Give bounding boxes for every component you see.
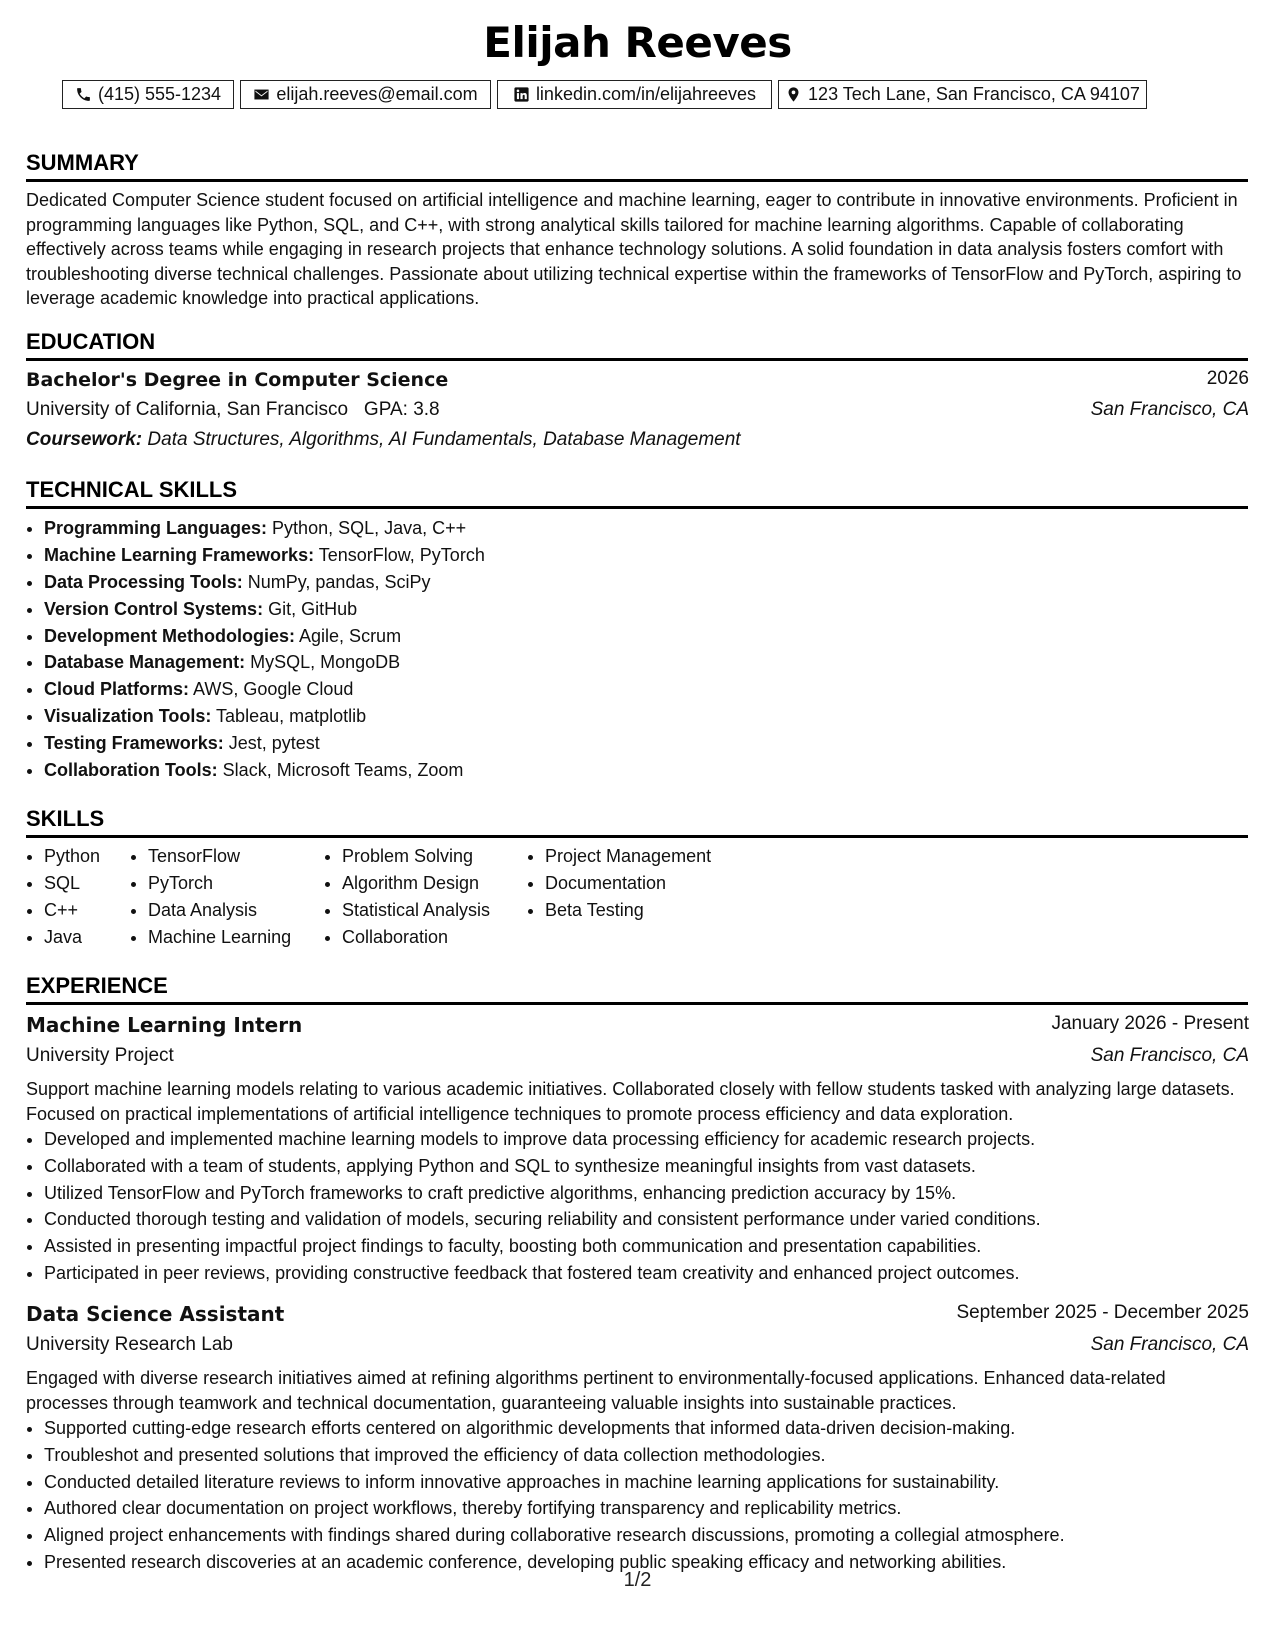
degree-title: Bachelor's Degree in Computer Science xyxy=(26,369,449,391)
job-description: Engaged with diverse research initiatives aimed at refining algorithms pertinent to environmentally-focused applications. Enhanced data-related processes through teamwork and technical documentation, guaranteeing valuable insights into sustainable practices. xyxy=(26,1368,1166,1413)
list-item: • Troubleshot and presented solutions that improved the efficiency of data collection methodologies. xyxy=(44,1442,1065,1469)
list-item: • Java xyxy=(44,924,100,951)
page-number: 1/2 xyxy=(623,1569,652,1591)
list-item: • Presented research discoveries at an academic conference, developing public speaking efficacy and networking abilities. xyxy=(44,1549,1065,1576)
skills-column-3 xyxy=(324,843,490,951)
contact-linkedin-text: linkedin.com/in/elijahreeves xyxy=(535,84,757,104)
contact-email-text: elijah.reeves@email.com xyxy=(276,84,478,104)
contact-phone[interactable] xyxy=(62,80,234,109)
skill-values: AWS, Google Cloud xyxy=(193,679,354,700)
list-item: • Conducted thorough testing and validation of models, securing reliability and consistent performance under varied conditions. xyxy=(44,1206,1041,1233)
skill-category: Version Control Systems: xyxy=(44,598,264,619)
skill-values: MySQL, MongoDB xyxy=(250,652,401,673)
list-item xyxy=(44,649,485,676)
job-dates: September 2025 - December 2025 xyxy=(956,1302,1249,1323)
skill-values: Python, SQL, Java, C++ xyxy=(272,518,467,538)
gpa: GPA: 3.8 xyxy=(363,399,440,420)
list-item: • Data Analysis xyxy=(148,897,291,924)
job-bullets xyxy=(26,1126,1041,1287)
envelope-icon xyxy=(253,86,270,103)
list-item: • Project Management xyxy=(545,843,711,870)
school-location: San Francisco, CA xyxy=(1090,399,1249,420)
skill-values: Git, GitHub xyxy=(268,598,358,619)
skills-column-2 xyxy=(130,843,291,951)
technical-skills-list xyxy=(26,515,485,784)
coursework-label: Coursework: xyxy=(26,429,143,450)
skill-category: Visualization Tools: xyxy=(44,706,212,727)
list-item: • Developed and implemented machine learning models to improve data processing efficiency for academic research projects. xyxy=(44,1126,1041,1153)
technical-skills-divider xyxy=(26,506,1248,509)
skills-column-4 xyxy=(527,843,711,924)
skill-category: Database Management: xyxy=(44,652,246,673)
skill-values: TensorFlow, PyTorch xyxy=(318,544,485,565)
skill-category: Data Processing Tools: xyxy=(44,571,243,592)
job-organization: University Research Lab xyxy=(26,1334,233,1355)
list-item: • Python xyxy=(44,843,100,870)
list-item xyxy=(44,623,485,650)
job-dates: January 2026 - Present xyxy=(1051,1013,1249,1034)
list-item: • Conducted detailed literature reviews to inform innovative approaches in machine learning applications for sustainability. xyxy=(44,1469,1065,1496)
phone-icon xyxy=(75,86,92,103)
list-item xyxy=(44,676,485,703)
list-item xyxy=(44,703,485,730)
skill-category: Testing Frameworks: xyxy=(44,733,224,754)
list-item: • Participated in peer reviews, providing constructive feedback that fostered team creativity and enhanced project outcomes. xyxy=(44,1260,1041,1287)
graduation-year: 2026 xyxy=(1206,368,1249,389)
summary-text: Dedicated Computer Science student focused on artificial intelligence and machine learning, eager to contribute in innovative environments. Proficient in programming languages like Python, SQL, and C++, with strong analytical skills tailored for machine learning algorithms. Capable of collaborating effectively across teams while engaging in research projects that enhance technology solutions. A solid foundation in data analysis fosters comfort with troubleshooting diverse technical challenges. Passionate about utilizing technical expertise within the frameworks of TensorFlow and PyTorch, aspiring to leverage academic knowledge into practical applications. xyxy=(26,190,1242,309)
school-name: University of California, San Francisco xyxy=(26,399,349,420)
coursework-text: Data Structures, Algorithms, AI Fundamentals, Database Management xyxy=(147,429,741,450)
list-item xyxy=(44,515,485,542)
job-location: San Francisco, CA xyxy=(1090,1045,1249,1066)
job-location: San Francisco, CA xyxy=(1090,1334,1249,1355)
list-item: • Collaboration xyxy=(342,924,490,951)
map-pin-icon xyxy=(785,86,802,103)
list-item: • Utilized TensorFlow and PyTorch frameworks to craft predictive algorithms, enhancing prediction accuracy by 15%. xyxy=(44,1180,1041,1207)
list-item: • Problem Solving xyxy=(342,843,490,870)
list-item xyxy=(44,542,485,569)
list-item: • TensorFlow xyxy=(148,843,291,870)
summary-divider xyxy=(26,179,1248,182)
skill-category: Machine Learning Frameworks: xyxy=(44,544,315,565)
list-item: • Aligned project enhancements with findings shared during collaborative research discussions, promoting a collegial atmosphere. xyxy=(44,1522,1065,1549)
skills-divider xyxy=(26,835,1248,838)
list-item: • Beta Testing xyxy=(545,897,711,924)
skill-category: Development Methodologies: xyxy=(44,625,296,646)
list-item: • SQL xyxy=(44,870,100,897)
list-item: • Statistical Analysis xyxy=(342,897,490,924)
skill-values: NumPy, pandas, SciPy xyxy=(247,571,431,592)
contact-linkedin[interactable] xyxy=(497,80,772,109)
education-divider xyxy=(26,358,1248,361)
list-item: • Assisted in presenting impactful project findings to faculty, boosting both communication and presentation capabilities. xyxy=(44,1233,1041,1260)
coursework-line xyxy=(26,429,741,451)
summary-heading: SUMMARY xyxy=(26,150,139,175)
school-line xyxy=(26,399,440,421)
list-item xyxy=(44,730,485,757)
skills-heading: SKILLS xyxy=(26,806,105,831)
list-item xyxy=(44,596,485,623)
job-organization: University Project xyxy=(26,1045,174,1066)
job-title: Data Science Assistant xyxy=(26,1302,285,1326)
list-item: • Collaborated with a team of students, applying Python and SQL to synthesize meaningful insights from vast datasets. xyxy=(44,1153,1041,1180)
list-item: • PyTorch xyxy=(148,870,291,897)
skill-values: Tableau, matplotlib xyxy=(216,706,367,727)
contact-address-text: 123 Tech Lane, San Francisco, CA 94107 xyxy=(808,84,1140,104)
experience-heading: EXPERIENCE xyxy=(26,973,168,998)
skill-category: Programming Languages: xyxy=(44,518,268,538)
skill-values: Slack, Microsoft Teams, Zoom xyxy=(222,760,464,781)
list-item: • Machine Learning xyxy=(148,924,291,951)
education-heading: EDUCATION xyxy=(26,329,156,354)
skills-column-1 xyxy=(26,843,100,951)
list-item: • Algorithm Design xyxy=(342,870,490,897)
skill-values: Jest, pytest xyxy=(228,733,320,754)
list-item: • Documentation xyxy=(545,870,711,897)
contact-phone-text: (415) 555-1234 xyxy=(97,84,222,104)
contact-address[interactable] xyxy=(778,80,1147,109)
skill-category: Cloud Platforms: xyxy=(44,679,190,700)
list-item: • Supported cutting-edge research efforts centered on algorithmic developments that informed data-driven decision-making. xyxy=(44,1415,1065,1442)
list-item xyxy=(44,757,485,784)
skill-values: Agile, Scrum xyxy=(299,625,402,646)
technical-skills-heading: TECHNICAL SKILLS xyxy=(26,477,238,502)
job-title: Machine Learning Intern xyxy=(26,1013,303,1037)
contact-email[interactable] xyxy=(240,80,491,109)
job-bullets xyxy=(26,1415,1065,1576)
skill-category: Collaboration Tools: xyxy=(44,760,218,781)
list-item xyxy=(44,569,485,596)
list-item: • Authored clear documentation on project workflows, thereby fortifying transparency and replicability metrics. xyxy=(44,1495,1065,1522)
candidate-name: Elijah Reeves xyxy=(483,18,792,67)
experience-divider xyxy=(26,1002,1248,1005)
list-item: • C++ xyxy=(44,897,100,924)
job-description: Support machine learning models relating to various academic initiatives. Collaborated closely with fellow students tasked with analyzing large datasets. Focused on practical implementations of artificial intelligence techniques to promote process efficiency and data exploration. xyxy=(26,1079,1235,1124)
linkedin-icon xyxy=(513,86,530,103)
